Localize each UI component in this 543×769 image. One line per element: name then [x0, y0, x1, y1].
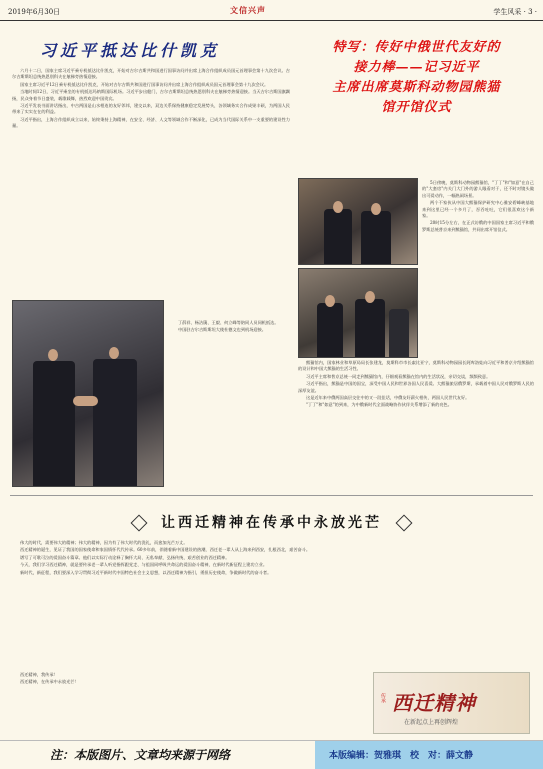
paragraph: 六月十二日，国家主席习近平乘专机抵达比什凯克，开始对吉尔吉斯共和国进行国事访问并出席上海合作组织成员国元首理事会第十九次会议。吉尔吉斯斯坦总统热恩别科夫在舷梯旁热情迎接。 [12, 68, 290, 80]
article3-body-cont [12, 672, 368, 734]
paragraph: "丁丁"和"如意"的到来，为中俄新时代全面战略协作伙伴关系增添了新的亮色。 [306, 402, 452, 408]
paragraph: 两个不家伙从中国大熊猫保护研究中心雅安碧峰峡基地来到这里已经一个多月了，吞吞吐吐，它们很喜欢这个新家。 [422, 200, 534, 219]
paragraph: 今天，我们学习西迁精神，就是要传承老一辈人听党指挥跟党走、与祖国同呼吸共命运的爱国奋斗精神，在新时代新征程上建功立业。 [20, 562, 268, 568]
article2-title-line: 馆开馆仪式 [381, 100, 452, 115]
article2-title [300, 38, 533, 168]
editor-box [315, 741, 543, 769]
paragraph: 熊猫馆内，国家林业和草原局局长张建龙，莫斯科市市长索比亚宁，莫斯科动物园园长阿库洛娃向习近平和普京介绍熊猫馆的设计和中国大熊猫的生活习性。 [298, 360, 534, 372]
paragraph: 伟大的时代，需要伟大的精神；伟大的精神，因为有了伟大时代的洗礼，而愈加光芒万丈。 [20, 540, 188, 545]
section-divider [10, 495, 533, 496]
paragraph: 5日傍晚，莫斯科动物园熊猫馆，"丁丁"和"如意"在自己的"大套房"内关门大门外的游人眼看对于，还不时对镜头做出可爱动作，一幅热闹场景。 [422, 180, 534, 198]
diamond-icon [395, 515, 412, 532]
masthead: 文信兴声 [230, 5, 266, 15]
paragraph: 习近平发表书面讲话指出，中吉两国是山水相连的友好邻邦，建交以来，双边关系保持健康稳定发展势头，各领域务实合作成果丰硕，为两国人民带来了实实在在的利益。 [12, 103, 290, 115]
paragraph: 西迁精神，在传承中永放光芒！ [20, 679, 79, 685]
article2-title-line: 接力棒——记习近平 [353, 60, 480, 75]
article2-body-top [422, 180, 534, 300]
paragraph: 谱写了可歌可泣的爱国奋斗篇章。他们以实际行动诠释了胸怀大局、无私奉献、弘扬传统、艰苦创业的西迁精神。 [20, 554, 230, 560]
paragraph: 习近平指出，上海合作组织成立以来，始终秉持上海精神，在安全、经济、人文等领域合作不断深化，已成为当代国际关系中一支重要的建设性力量。 [12, 116, 290, 129]
article2-body [298, 360, 534, 488]
xiqian-spirit-banner [373, 672, 530, 734]
paragraph: 西迁精神的诞生，见证了我国的国家使命和家国情怀代代传承。60多年前，伴随着新中国建设的热潮，西迁老一辈人从上海来到西安，扎根西北，艰苦奋斗。 [20, 547, 311, 553]
article2-title-line: 主席出席莫斯科动物园熊猫 [332, 80, 501, 95]
article3-body [12, 540, 532, 668]
paragraph: 新时代，新征程，我们要深入学习贯彻习近平新时代中国特色社会主义思想，以西迁精神为指引，勇担历史使命，争做新时代的奋斗者。 [20, 569, 272, 575]
paragraph: 丁薛祥、杨洁篪、王毅、何立峰等陪同人员同机抵达。 [178, 320, 279, 325]
article2-photo-2 [298, 268, 418, 358]
paragraph: 习近平主席和普京总统一同走到熊猫馆内，仔细观看熊猫在馆内的生活状况，亲切交谈，频频致意。 [306, 373, 491, 379]
paragraph: 国家主席习近平12日乘专机抵达比什凯克，开始对吉尔吉斯共和国进行国事访问并出席上海合作组织成员国元首理事会第十九次会议。 [20, 81, 269, 87]
article3-title-text: 让西迁精神在传承中永放光芒 [161, 515, 382, 531]
banner-small-text: 传承 [380, 693, 386, 703]
article1-body [12, 68, 290, 294]
paragraph: 中国驻吉尔吉斯斯坦大使杜德文也到机场迎接。 [178, 327, 266, 333]
article2-title-line: 特写：传好中俄世代友好的 [332, 40, 501, 55]
page-header [0, 0, 543, 21]
source-note: 注：本版图片、文章均来源于网络 [50, 748, 231, 762]
article3-title [0, 512, 543, 532]
section-label: 学生风采 · 3 · [493, 8, 537, 16]
paragraph: 当地时间12日，习近平乘坐的专机抵达玛纳斯国际机场。习近平步出舱门，吉尔吉斯斯坦总统热恩别科夫在舷梯旁热情迎接。当天吉尔吉斯国旗飘扬，民众身着节日盛装，载歌载舞，热烈欢迎中国贵宾。 [12, 89, 290, 101]
article1-title: 习近平抵达比什凯克 [40, 41, 221, 60]
banner-subtitle: 在新起点上再创辉煌 [404, 719, 459, 726]
banner-title: 西迁精神 [392, 691, 476, 715]
paragraph: 西迁精神，我传承！ [20, 672, 58, 677]
editor-credit: 本版编辑：贺雅琪 校 对：薛文静 [329, 751, 474, 761]
paragraph: 20时15分左右，在正式访俄的中国国家主席习近平和俄罗斯总统普京来到熊猫馆，共同出席开馆仪式。 [422, 220, 534, 232]
page-footer [0, 740, 543, 769]
issue-date: 2019年6月30日 [8, 8, 61, 16]
diamond-icon [131, 515, 148, 532]
paragraph: 习近平指出，熊猫是中国的国宝，深受中国人民和世界各国人民喜爱。大熊猫旅居俄罗斯，承载着中国人民对俄罗斯人民的深厚友谊。 [298, 381, 534, 393]
article2-photo-1 [298, 178, 418, 265]
article1-photo [12, 300, 164, 487]
article1-body-cont [170, 320, 290, 480]
paragraph: 这是近年来中俄两国高层交往中的又一段佳话，中俄友好薪火相传，两国人民世代友好。 [306, 395, 470, 401]
